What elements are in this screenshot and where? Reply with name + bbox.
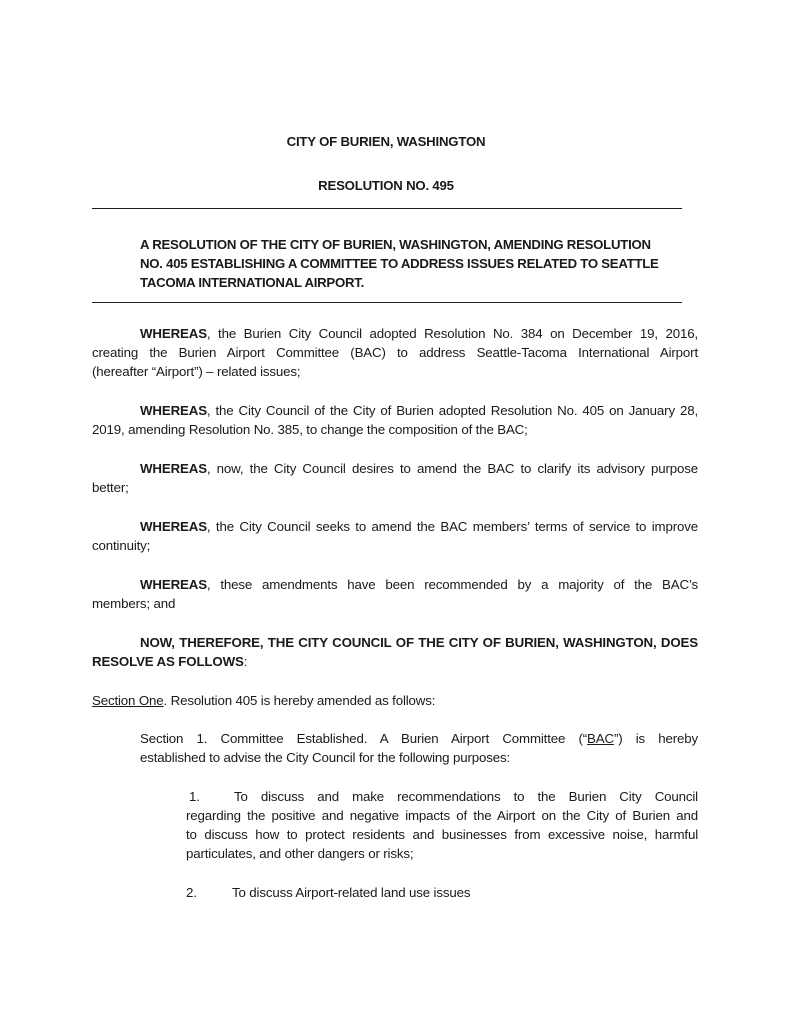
city-heading: CITY OF BURIEN, WASHINGTON — [286, 134, 486, 149]
recital-keyword: WHEREAS — [140, 577, 207, 592]
recital-keyword: WHEREAS — [140, 403, 207, 418]
purpose-item-2: 2. To discuss Airport-related land use issues — [186, 885, 471, 900]
recital-keyword: WHEREAS — [140, 461, 207, 476]
purpose-item-1: 1. To discuss and make recommendations to the Burien City Council regarding the positive and negative impacts of the Airport on the City of Burien and to discuss how to protect residents and businesses from excessive noise, harmful particulates, and other dangers or risks; — [186, 789, 698, 861]
bac-abbreviation: BAC — [587, 731, 614, 746]
resolve-clause: NOW, THEREFORE, THE CITY COUNCIL OF THE CITY OF BURIEN, WASHINGTON, DOES RESOLVE AS FOLLOWS: — [92, 635, 698, 669]
recital-1: WHEREAS, the Burien City Council adopted Resolution No. 384 on December 19, 2016, creating the Burien Airport Committee (BAC) to address Seattle-Tacoma International Airport (hereafter “Airport”) – related issues; — [92, 326, 698, 379]
resolution-number: RESOLUTION NO. 495 — [318, 178, 454, 193]
item-number: 1. — [189, 789, 200, 804]
recital-keyword: WHEREAS — [140, 519, 207, 534]
divider-bottom — [92, 302, 682, 303]
recital-5: WHEREAS, these amendments have been recommended by a majority of the BAC’s members; and — [92, 577, 698, 611]
recital-keyword: WHEREAS — [140, 326, 207, 341]
divider-top — [92, 208, 682, 209]
section-1: Section 1. Committee Established. A Burien Airport Committee (“BAC”) is hereby established to advise the City Council for the following purposes: — [140, 731, 698, 765]
section-one-label: Section One — [92, 693, 164, 708]
item-number: 2. — [186, 885, 197, 900]
recital-2: WHEREAS, the City Council of the City of Burien adopted Resolution No. 405 on January 28, 2019, amending Resolution No. 385, to change the composition of the BAC; — [92, 403, 698, 437]
recital-4: WHEREAS, the City Council seeks to amend the BAC members’ terms of service to improve continuity; — [92, 519, 698, 553]
recital-3: WHEREAS, now, the City Council desires to amend the BAC to clarify its advisory purpose better; — [92, 461, 698, 495]
resolution-caption: A RESOLUTION OF THE CITY OF BURIEN, WASHINGTON, AMENDING RESOLUTION NO. 405 ESTABLISHING A COMMITTEE TO ADDRESS ISSUES RELATED TO SEATTLE TACOMA INTERNATIONAL AIRPORT. — [140, 237, 659, 290]
section-one: Section One. Resolution 405 is hereby amended as follows: — [92, 693, 436, 708]
